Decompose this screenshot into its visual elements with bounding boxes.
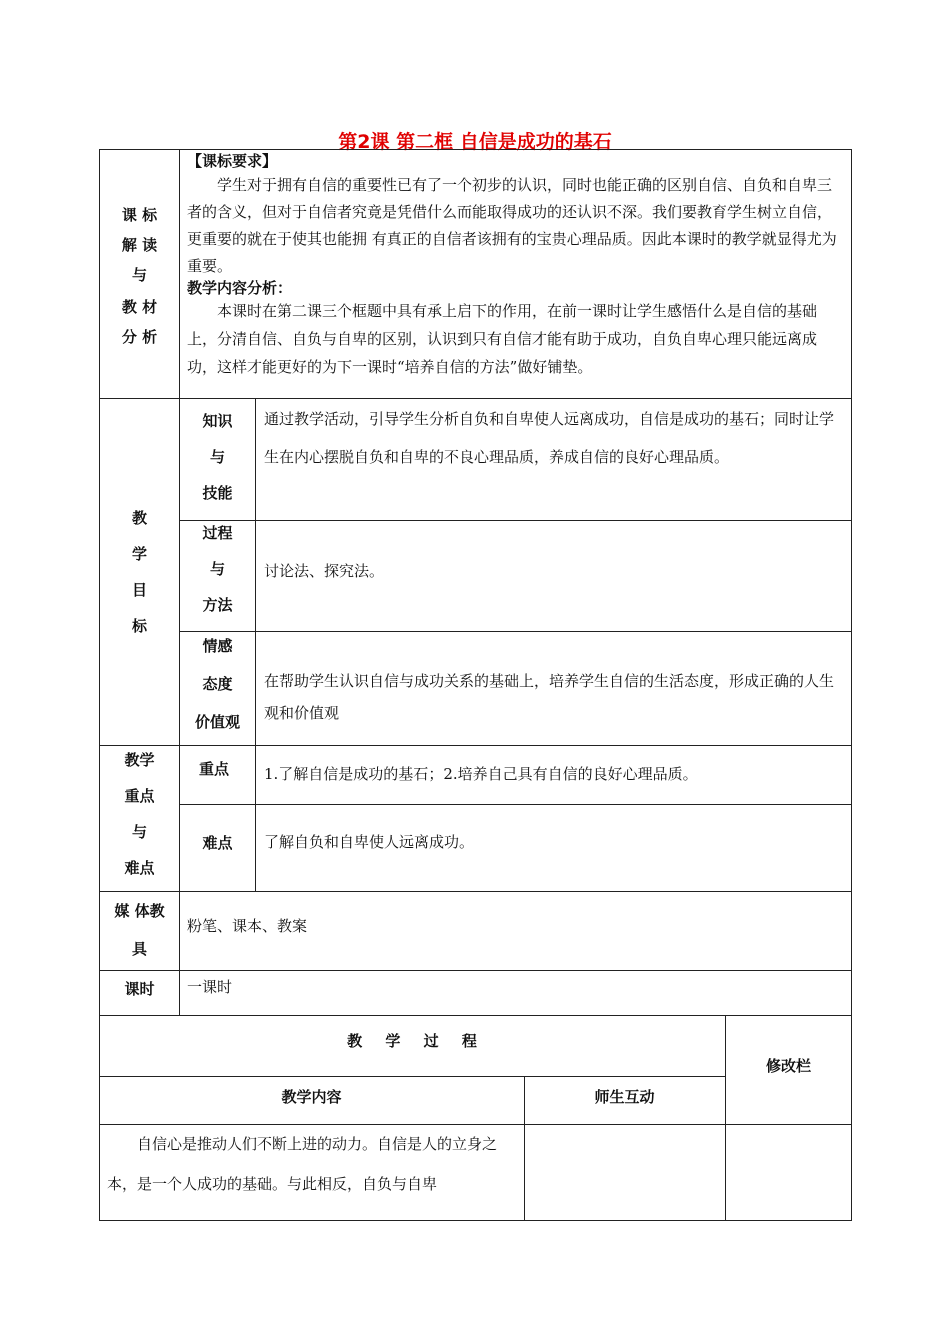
content-column-heading: 教学内容 bbox=[281, 1088, 342, 1106]
analysis-text: 本课时在第二课三个框题中具有承上启下的作用，在前一课时让学生感悟什么是自信的基础上，分清自信、自负与自卑的区别，认识到只有自信才能有助于成功，自负自卑心理只能远离成功，这样才能更好的为下一课时“培养自信的方法”做好铺垫。 bbox=[187, 302, 818, 376]
difficult-point-label: 难点 bbox=[202, 834, 233, 852]
content-text: 自信心是推动人们不断上进的动力。自信是人的立身之本，是一个人成功的基础。与此相反，自负与自卑 bbox=[107, 1135, 498, 1193]
process-subheader-divider bbox=[99, 1076, 725, 1077]
hours-text: 一课时 bbox=[187, 978, 233, 996]
row-divider bbox=[99, 398, 852, 399]
row-divider bbox=[99, 970, 852, 971]
key-point-label: 重点 bbox=[198, 760, 229, 778]
revise-column-heading: 修改栏 bbox=[765, 1057, 811, 1075]
goals-subrow-divider bbox=[179, 520, 852, 521]
emotion-label: 情感 态度 价值观 bbox=[194, 637, 240, 731]
knowledge-label: 知识 与 技能 bbox=[202, 412, 233, 502]
media-text: 粉笔、课本、教案 bbox=[187, 917, 308, 935]
process-method-label: 过程 与 方法 bbox=[202, 524, 233, 614]
goals-subcolumn-divider bbox=[255, 398, 256, 891]
emotion-text: 在帮助学生认识自信与成功关系的基础上，培养学生自信的生活态度，形成正确的人生观和价值观 bbox=[264, 672, 835, 722]
row-divider bbox=[99, 891, 852, 892]
standard-label: 课 标 解 读 与 教 材 分 析 bbox=[121, 206, 158, 346]
interaction-column-heading: 师生互动 bbox=[594, 1088, 655, 1106]
focus-label: 教学 重点 与 难点 bbox=[124, 751, 155, 877]
hours-label: 课时 bbox=[124, 980, 155, 998]
goals-subrow-divider bbox=[179, 631, 852, 632]
knowledge-text: 通过教学活动，引导学生分析自负和自卑使人远离成功，自信是成功的基石；同时让学生在内心摆脱自负和自卑的不良心理品质，养成自信的良好心理品质。 bbox=[264, 410, 835, 466]
key-point-text: 1.了解自信是成功的基石；2.培养自己具有自信的良好心理品质。 bbox=[264, 765, 698, 783]
focus-subrow-divider bbox=[179, 804, 852, 805]
requirement-text: 学生对于拥有自信的重要性已有了一个初步的认识，同时也能正确的区别自信、自负和自卑三者的含义，但对于自信者究竟是凭借什么而能取得成功的还认识不深。我们要教育学生树立自信，更重要的就在于使其也能拥 有真正的自信者该拥有的宝贵心理品质。因此本课时的教学就显得尤为重要。 bbox=[187, 176, 837, 275]
row-divider bbox=[99, 1015, 852, 1016]
revise-column-divider bbox=[725, 1015, 726, 1221]
process-method-text: 讨论法、探究法。 bbox=[264, 562, 385, 580]
row-divider bbox=[99, 745, 852, 746]
process-heading: 教 学 过 程 bbox=[347, 1032, 477, 1050]
media-label: 媒 体教 具 bbox=[114, 902, 165, 958]
difficult-point-text: 了解自负和自卑使人远离成功。 bbox=[264, 833, 475, 851]
page-title: 第2课 第二框 自信是成功的基石 bbox=[338, 131, 612, 153]
goals-label: 教 学 目 标 bbox=[131, 509, 147, 635]
requirement-heading: 【课标要求】 bbox=[187, 152, 278, 170]
analysis-heading: 教学内容分析： bbox=[187, 279, 293, 297]
